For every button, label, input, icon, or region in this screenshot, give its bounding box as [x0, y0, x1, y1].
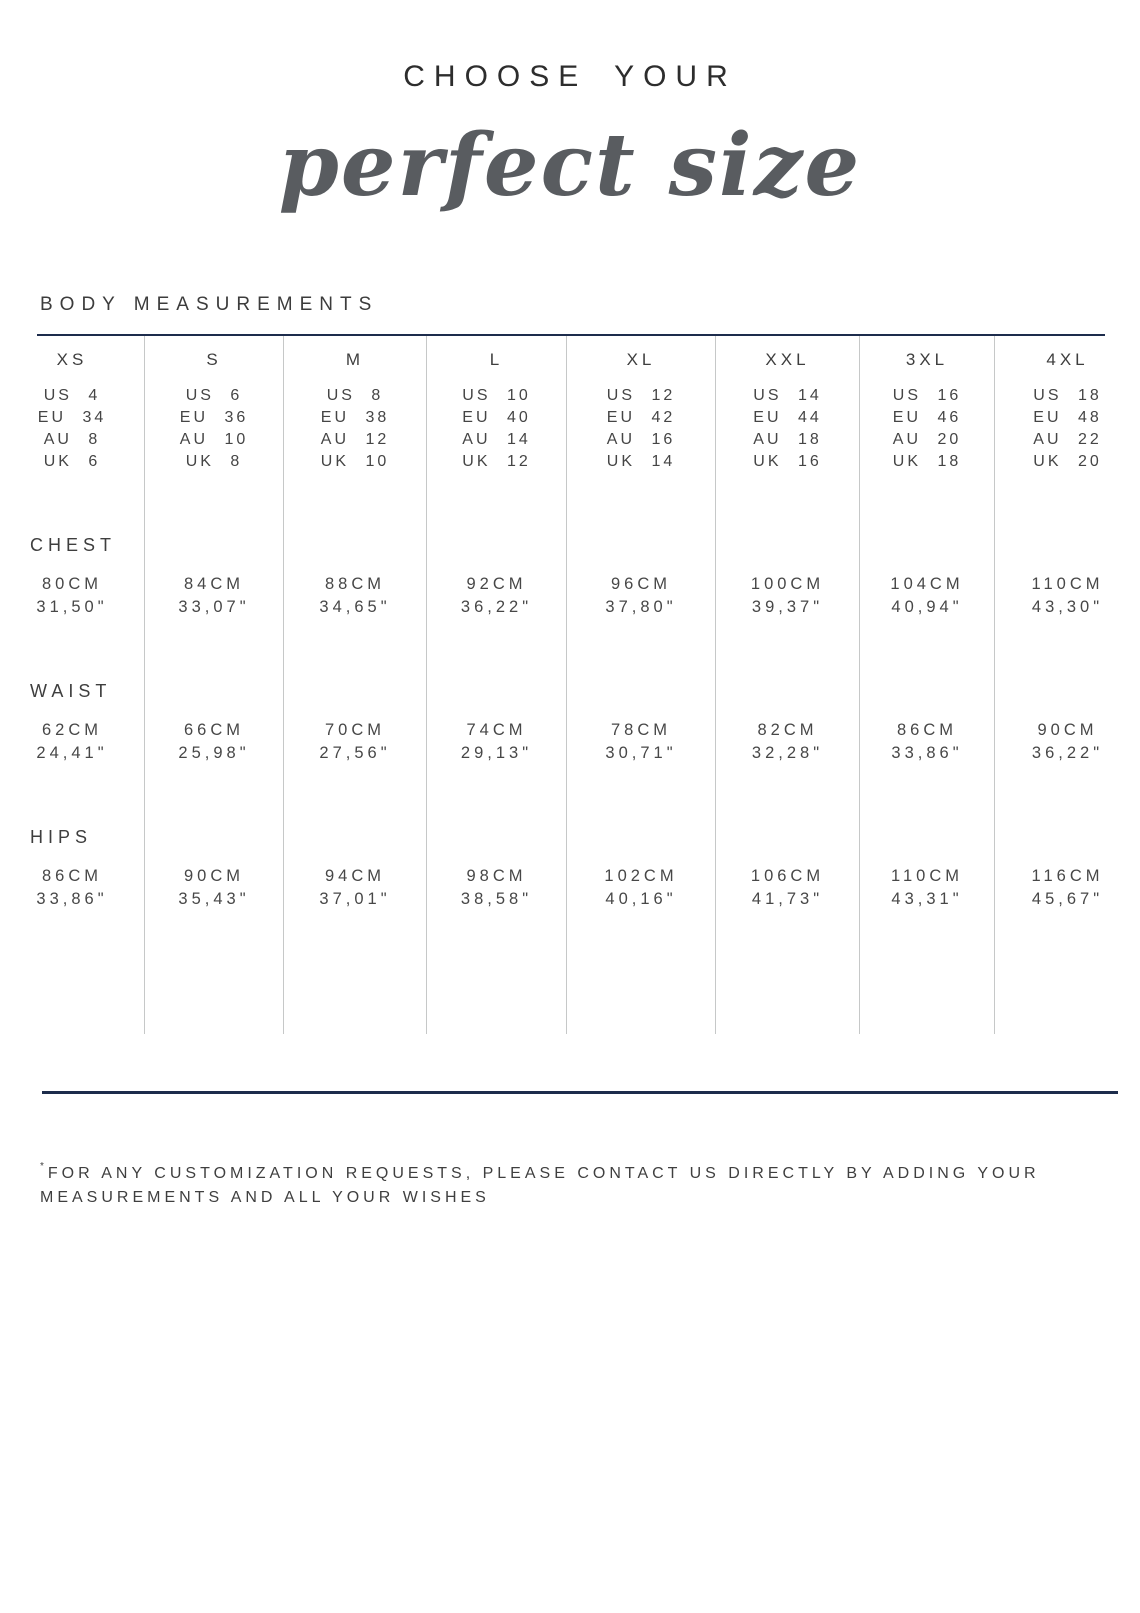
chest-values: [427, 573, 566, 619]
size-header: L: [489, 349, 504, 369]
size-column-3xl: [860, 336, 995, 1034]
waist-cm: 86CM: [896, 720, 957, 739]
row-label-spacer: [145, 827, 283, 851]
row-label-spacer: [995, 681, 1140, 705]
eu-size: EU 34: [37, 408, 107, 426]
size-header: M: [345, 349, 365, 369]
eu-size: EU 36: [179, 408, 249, 426]
size-column-xs: [0, 336, 145, 1034]
size-header: XXL: [765, 349, 810, 369]
hips-cm: 110CM: [891, 866, 963, 885]
size-header: 3XL: [905, 349, 949, 369]
au-size: AU 10: [179, 430, 249, 448]
uk-size: UK 12: [462, 452, 531, 470]
chest-in: 43,30": [1031, 597, 1104, 616]
size-conversions: [995, 385, 1140, 473]
uk-size: UK 20: [1033, 452, 1102, 470]
row-label-spacer: [995, 827, 1140, 851]
waist-values: [860, 719, 994, 765]
hips-values: [427, 865, 566, 911]
row-label-spacer: [995, 535, 1140, 559]
size-column-xl: [567, 336, 716, 1034]
waist-cm: 70CM: [324, 720, 385, 739]
waist-values: [995, 719, 1140, 765]
row-label-spacer: [860, 827, 994, 851]
chest-values: [995, 573, 1140, 619]
us-size: US 6: [185, 386, 243, 404]
size-conversions: [860, 385, 994, 473]
eu-size: EU 44: [753, 408, 822, 426]
hips-in: 33,86": [36, 889, 108, 908]
waist-values: [145, 719, 283, 765]
chest-in: 36,22": [460, 597, 533, 616]
size-conversions: [0, 385, 144, 473]
us-size: US 12: [606, 386, 676, 404]
row-label-chest: CHEST: [30, 534, 117, 555]
waist-cm: 66CM: [183, 720, 244, 739]
row-label-spacer: [716, 827, 859, 851]
row-label-spacer: [427, 827, 566, 851]
customization-note-line1: *FOR ANY CUSTOMIZATION REQUESTS, PLEASE CONTACT US DIRECTLY BY ADDING YOUR: [40, 1160, 1040, 1182]
chest-cm: 80CM: [41, 574, 102, 593]
row-label-spacer: [427, 681, 566, 705]
row-label-spacer: [860, 681, 994, 705]
row-label-spacer: [427, 535, 566, 559]
eu-size: EU 38: [320, 408, 390, 426]
chest-values: [716, 573, 859, 619]
chest-in: 33,07": [178, 597, 250, 616]
row-label-waist: WAIST: [30, 680, 112, 701]
table-bottom-rule: [42, 1091, 1118, 1094]
size-column-s: [145, 336, 284, 1034]
hips-in: 40,16": [605, 889, 677, 908]
chest-values: [0, 573, 144, 619]
chest-in: 39,37": [751, 597, 824, 616]
au-size: AU 22: [1033, 430, 1102, 448]
waist-in: 27,56": [319, 743, 391, 762]
uk-size: UK 18: [892, 452, 962, 470]
size-header: XL: [626, 349, 656, 369]
us-size: US 14: [753, 386, 822, 404]
hips-in: 35,43": [178, 889, 250, 908]
waist-in: 36,22": [1031, 743, 1104, 762]
row-label-spacer: [716, 535, 859, 559]
chest-values: [284, 573, 426, 619]
waist-values: [716, 719, 859, 765]
page-title-script: perfect size: [278, 115, 862, 216]
row-label-spacer: [567, 827, 715, 851]
hips-cm: 102CM: [604, 866, 678, 885]
page-title-kicker: CHOOSE YOUR: [403, 60, 737, 93]
chest-in: 40,94": [891, 597, 963, 616]
hips-values: [284, 865, 426, 911]
hips-in: 43,31": [891, 889, 963, 908]
size-header: S: [206, 349, 222, 369]
uk-size: UK 10: [320, 452, 390, 470]
eu-size: EU 46: [892, 408, 962, 426]
hips-values: [860, 865, 994, 911]
au-size: AU 18: [753, 430, 822, 448]
waist-cm: 74CM: [466, 720, 527, 739]
uk-size: UK 14: [606, 452, 676, 470]
hips-cm: 116CM: [1031, 866, 1104, 885]
waist-in: 25,98": [178, 743, 250, 762]
chest-in: 34,65": [319, 597, 391, 616]
size-conversions: [567, 385, 715, 473]
waist-cm: 62CM: [41, 720, 102, 739]
chest-cm: 84CM: [183, 574, 244, 593]
waist-values: [427, 719, 566, 765]
row-label-spacer: [284, 827, 426, 851]
chest-values: [145, 573, 283, 619]
hips-values: [0, 865, 144, 911]
chest-in: 37,80": [605, 597, 677, 616]
size-column-l: [427, 336, 567, 1034]
chest-cm: 110CM: [1031, 574, 1104, 593]
au-size: AU 8: [43, 430, 101, 448]
size-conversions: [145, 385, 283, 473]
waist-in: 29,13": [460, 743, 533, 762]
size-column-m: [284, 336, 427, 1034]
size-conversions: [427, 385, 566, 473]
row-label-spacer: [567, 681, 715, 705]
au-size: AU 12: [320, 430, 390, 448]
waist-in: 24,41": [36, 743, 108, 762]
waist-in: 30,71": [605, 743, 677, 762]
customization-note: [40, 1162, 1100, 1210]
au-size: AU 20: [892, 430, 962, 448]
size-header: 4XL: [1046, 349, 1089, 369]
chest-values: [567, 573, 715, 619]
row-label-hips: HIPS: [30, 826, 93, 847]
hips-cm: 86CM: [41, 866, 102, 885]
uk-size: UK 16: [753, 452, 822, 470]
uk-size: UK 8: [185, 452, 243, 470]
hips-cm: 98CM: [466, 866, 527, 885]
hips-cm: 90CM: [183, 866, 244, 885]
section-heading: BODY MEASUREMENTS: [40, 293, 379, 315]
eu-size: EU 42: [606, 408, 676, 426]
us-size: US 8: [326, 386, 384, 404]
size-header: XS: [56, 349, 88, 369]
chest-in: 31,50": [36, 597, 108, 616]
waist-cm: 78CM: [610, 720, 671, 739]
hips-cm: 106CM: [750, 866, 825, 885]
waist-values: [567, 719, 715, 765]
chest-cm: 100CM: [750, 574, 825, 593]
waist-cm: 90CM: [1037, 720, 1098, 739]
us-size: US 10: [462, 386, 531, 404]
row-label-spacer: [145, 535, 283, 559]
waist-in: 32,28": [751, 743, 824, 762]
us-size: US 16: [892, 386, 962, 404]
row-label-spacer: [860, 535, 994, 559]
row-label-spacer: [284, 535, 426, 559]
hips-cm: 94CM: [324, 866, 385, 885]
waist-values: [0, 719, 144, 765]
size-conversions: [716, 385, 859, 473]
hips-values: [145, 865, 283, 911]
hips-values: [716, 865, 859, 911]
row-label-spacer: [145, 681, 283, 705]
uk-size: UK 6: [43, 452, 101, 470]
eu-size: EU 48: [1033, 408, 1102, 426]
hips-values: [995, 865, 1140, 911]
chest-cm: 96CM: [610, 574, 671, 593]
hips-in: 38,58": [460, 889, 533, 908]
size-column-4xl: [995, 336, 1140, 1034]
row-label-spacer: [716, 681, 859, 705]
row-label-spacer: [284, 681, 426, 705]
hips-in: 37,01": [319, 889, 391, 908]
hips-in: 41,73": [751, 889, 824, 908]
chest-cm: 92CM: [466, 574, 527, 593]
size-table: [0, 336, 1140, 1034]
chest-cm: 88CM: [324, 574, 385, 593]
row-label-spacer: [567, 535, 715, 559]
chest-values: [860, 573, 994, 619]
size-conversions: [284, 385, 426, 473]
us-size: US 4: [43, 386, 101, 404]
chest-cm: 104CM: [890, 574, 964, 593]
hips-in: 45,67": [1031, 889, 1104, 908]
size-column-xxl: [716, 336, 860, 1034]
us-size: US 18: [1033, 386, 1102, 404]
waist-cm: 82CM: [757, 720, 818, 739]
waist-values: [284, 719, 426, 765]
au-size: AU 16: [606, 430, 676, 448]
hips-values: [567, 865, 715, 911]
footnote-marker: *: [40, 1160, 48, 1172]
customization-note-line2: MEASUREMENTS AND ALL YOUR WISHES: [40, 1188, 490, 1206]
eu-size: EU 40: [462, 408, 531, 426]
waist-in: 33,86": [891, 743, 963, 762]
au-size: AU 14: [462, 430, 531, 448]
